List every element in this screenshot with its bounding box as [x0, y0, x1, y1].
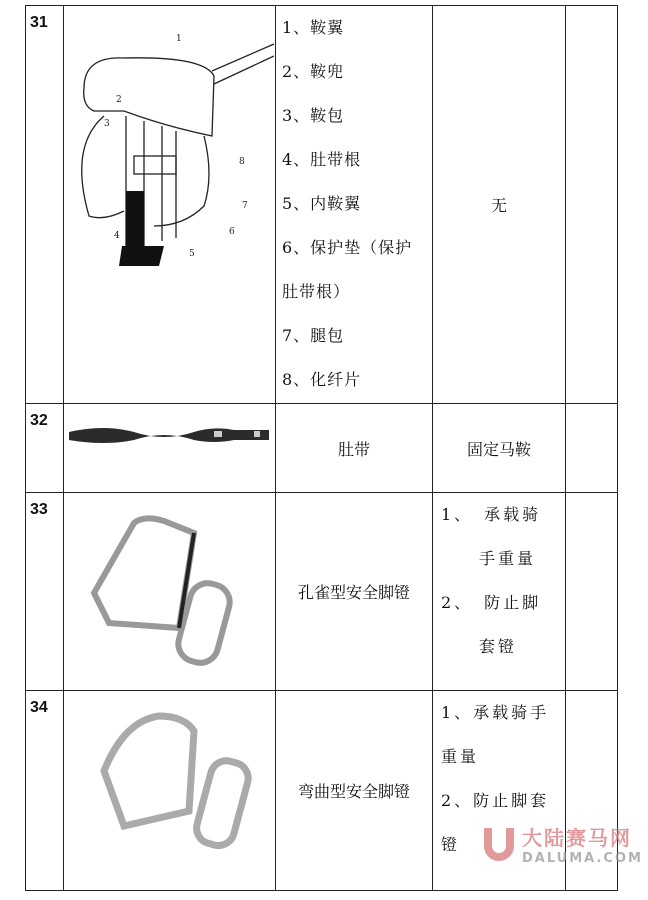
part-item: 1、鞍翼 [282, 18, 345, 37]
part-item: 5、内鞍翼 [282, 194, 362, 213]
function-line: 2、防止脚套 [441, 791, 550, 810]
watermark-cn: 大陆赛马网 [522, 826, 632, 850]
diagram-label: 5 [189, 249, 195, 259]
empty-cell [566, 493, 618, 691]
girth-image [64, 404, 276, 493]
function-line: 2、 防止脚 [441, 593, 542, 612]
item-name: 肚带 [276, 404, 433, 493]
function-line: 镫 [441, 835, 461, 854]
diagram-label: 3 [104, 119, 110, 129]
saddle-diagram [64, 6, 276, 404]
part-item: 2、鞍兜 [282, 62, 345, 81]
part-item: 8、化纤片 [282, 370, 362, 389]
item-name: 弯曲型安全脚镫 [276, 691, 433, 891]
function-cell: 无 [433, 6, 566, 404]
item-name: 孔雀型安全脚镫 [276, 493, 433, 691]
function-line: 手重量 [441, 549, 537, 568]
part-item: 3、鞍包 [282, 106, 345, 125]
part-item: 4、肚带根 [282, 150, 362, 169]
function-line: 重量 [441, 747, 480, 766]
function-line: 1、承载骑手 [441, 703, 550, 722]
horseshoe-icon [482, 824, 516, 864]
empty-cell [566, 6, 618, 404]
diagram-label: 2 [116, 95, 122, 105]
function-line: 1、 承载骑 [441, 505, 542, 524]
stirrup-image [64, 493, 276, 691]
row-number: 33 [26, 493, 64, 691]
empty-cell [566, 404, 618, 493]
function-line: 套镫 [441, 637, 518, 656]
watermark [482, 822, 643, 866]
diagram-label: 6 [229, 227, 235, 237]
part-item: 肚带根） [282, 282, 351, 301]
parts-list [276, 6, 433, 404]
watermark-en: DALUMA.COM [522, 851, 643, 866]
table-row [26, 6, 618, 404]
row-number: 31 [26, 6, 64, 404]
function-cell: 固定马鞍 [433, 404, 566, 493]
diagram-label: 4 [114, 231, 120, 241]
diagram-label: 7 [242, 201, 248, 211]
diagram-label: 8 [239, 157, 245, 167]
table-row [26, 404, 618, 493]
stirrup-image [64, 691, 276, 891]
part-item: 7、腿包 [282, 326, 345, 345]
row-number: 34 [26, 691, 64, 891]
diagram-label: 1 [176, 34, 182, 44]
equipment-table [25, 5, 618, 891]
table-row [26, 493, 618, 691]
part-item: 6、保护垫（保护 [282, 238, 413, 257]
function-cell [433, 493, 566, 691]
row-number: 32 [26, 404, 64, 493]
